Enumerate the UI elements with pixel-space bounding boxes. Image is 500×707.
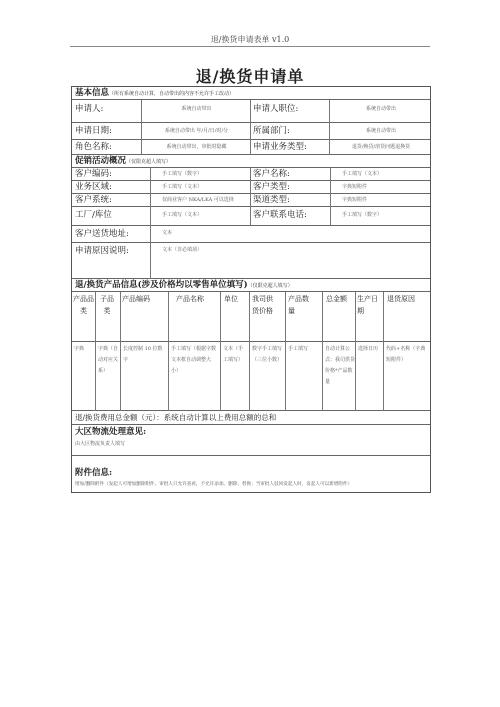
applicant-row	[72, 100, 430, 123]
phone-value[interactable]: 手工填写（数字）	[342, 212, 383, 218]
col-divider	[355, 292, 356, 411]
promo-section-note: （仅限克超人填写）	[126, 159, 172, 165]
cust-type-value[interactable]: 字典短附件	[342, 184, 368, 190]
dept-value[interactable]: 系统自动带出	[365, 128, 396, 134]
position-label: 申请人职位:	[253, 104, 299, 114]
cust-name-label: 客户名称:	[253, 169, 290, 179]
warehouse-label: 工厂/库位	[75, 210, 112, 220]
cell-code[interactable]: 长度控制 10 位数字	[123, 346, 163, 363]
cell-name[interactable]: 手工填写（根据字数文本框自动调整大小）	[171, 346, 217, 374]
label-divider	[330, 168, 331, 226]
customer-code-row	[72, 168, 430, 181]
col-qty: 产品数量	[288, 295, 309, 315]
region-value[interactable]: 手工填写（文本）	[162, 184, 203, 190]
products-section-title: 退/换货产品信息(涉及价格均以零售单位填写)	[75, 280, 248, 290]
reason-row	[72, 243, 430, 279]
cust-type-label: 客户类型:	[253, 182, 290, 192]
dept-label: 所属部门:	[253, 126, 290, 136]
role-value[interactable]: 系统自动带出，审批时隐藏	[166, 144, 227, 150]
reason-label: 申请原因说明:	[75, 246, 129, 256]
col-return-reason: 退货原因	[387, 295, 415, 303]
document-header-title: 退/换货申请表单 v1.0	[210, 35, 290, 44]
date-value[interactable]: 系统自动带出 年/月/日/时/分	[164, 128, 229, 134]
promo-section-header	[72, 155, 430, 168]
basic-info-section-note: （所有系统自动计算，自动带出的内容不允许手工改动）	[109, 91, 235, 97]
role-label: 角色名称:	[75, 142, 112, 152]
applicant-label: 申请人:	[75, 104, 104, 114]
channel-label: 渠道类型:	[253, 195, 290, 205]
products-table-header	[72, 292, 430, 342]
label-divider	[329, 100, 330, 155]
col-divider	[220, 292, 221, 411]
reason-value[interactable]: 文本（非必填项）	[162, 247, 203, 253]
applicant-value[interactable]: 系统自动带出	[181, 106, 212, 112]
warehouse-row	[72, 207, 430, 226]
col-code: 产品编码	[122, 295, 150, 303]
cell-unit[interactable]: 文本（手工填写）	[223, 346, 244, 363]
col-divider	[285, 292, 286, 411]
customer-system-row	[72, 194, 430, 207]
label-divider	[150, 168, 151, 279]
logistics-value[interactable]: 由大区物流负责人填写	[75, 441, 126, 447]
logistics-divider	[72, 455, 430, 456]
region-row	[72, 181, 430, 194]
col-prod-date: 生产日期	[357, 295, 378, 315]
attachments-title: 附件信息:	[75, 468, 113, 478]
col-name: 产品名称	[176, 295, 204, 303]
header-divider	[70, 46, 430, 47]
col-divider	[95, 292, 96, 411]
logistics-section	[72, 425, 430, 455]
biz-type-label: 申请业务类型:	[253, 142, 307, 152]
role-row	[72, 140, 430, 155]
col-category: 产品品类	[73, 295, 94, 315]
address-row	[72, 226, 430, 243]
warehouse-value[interactable]: 手工填写（文本）	[162, 212, 203, 218]
total-row	[72, 411, 430, 425]
region-label: 业务区域:	[75, 182, 112, 192]
return-exchange-form	[71, 86, 431, 493]
phone-label: 客户联系电话:	[253, 210, 307, 220]
cell-return-reason[interactable]: 代码+名称（字典短附件）	[386, 346, 426, 363]
cell-qty[interactable]: 手工填写	[288, 346, 309, 352]
basic-info-section-header	[72, 87, 430, 100]
products-section-header	[72, 279, 430, 292]
col-divider	[249, 292, 250, 411]
cell-category[interactable]: 字典	[74, 346, 85, 352]
attachments-value[interactable]: 增加/删除附件（发起人可增加删除附件，审批人只允许查看，不允许添加、删除、替换；当审批人驳回发起人时，发起人可以新增附件）	[75, 482, 353, 487]
address-label: 客户送货地址:	[75, 229, 129, 239]
promo-section-title: 促销活动概况	[75, 156, 127, 166]
cust-code-label: 客户编码:	[75, 169, 112, 179]
col-price: 我司供货价格	[252, 295, 273, 315]
cust-sys-value[interactable]: 仅商业客户 NKA/LKA 可以选择	[162, 197, 234, 203]
position-value[interactable]: 系统自动带出	[365, 106, 396, 112]
col-divider	[322, 292, 323, 411]
label-divider	[141, 100, 142, 155]
center-divider	[250, 100, 251, 155]
col-divider	[168, 292, 169, 411]
col-unit: 单位	[224, 295, 238, 303]
cell-subcategory[interactable]: 字典（自动对应关系）	[98, 346, 119, 374]
date-row	[72, 123, 430, 140]
channel-value[interactable]: 字典短附件	[342, 197, 368, 203]
products-section-note: （仅限克超人填写）	[247, 283, 293, 289]
logistics-title: 大区物流处理意见:	[75, 427, 147, 437]
cust-name-value[interactable]: 手工填写（文本）	[342, 171, 383, 177]
cell-price[interactable]: 数字手工填写（三位小数）	[252, 346, 283, 363]
attachments-section	[72, 467, 430, 492]
total-label: 退/换货费用总金额（元）：系统自动计算以上费用总额的总和	[75, 413, 277, 422]
center-divider	[250, 168, 251, 226]
biz-type-value[interactable]: 退货/换货/溶货问题退换货	[351, 144, 411, 150]
col-divider	[120, 292, 121, 411]
cell-prod-date[interactable]: 选择日历	[358, 346, 379, 352]
basic-info-section-title: 基本信息	[75, 88, 110, 98]
cust-code-value[interactable]: 手工填写（数字）	[162, 171, 203, 177]
col-divider	[383, 292, 384, 411]
col-subcategory: 子品类	[100, 295, 114, 315]
form-title: 退/换货申请单	[195, 67, 305, 86]
cust-sys-label: 客户系统:	[75, 195, 112, 205]
products-table-row	[72, 342, 430, 411]
col-total: 总金额	[326, 295, 347, 303]
cell-total[interactable]: 自动计算公式：我司供货价格*产品数量	[325, 346, 356, 385]
address-value[interactable]: 文本	[162, 230, 173, 236]
date-label: 申请日期:	[75, 126, 112, 136]
